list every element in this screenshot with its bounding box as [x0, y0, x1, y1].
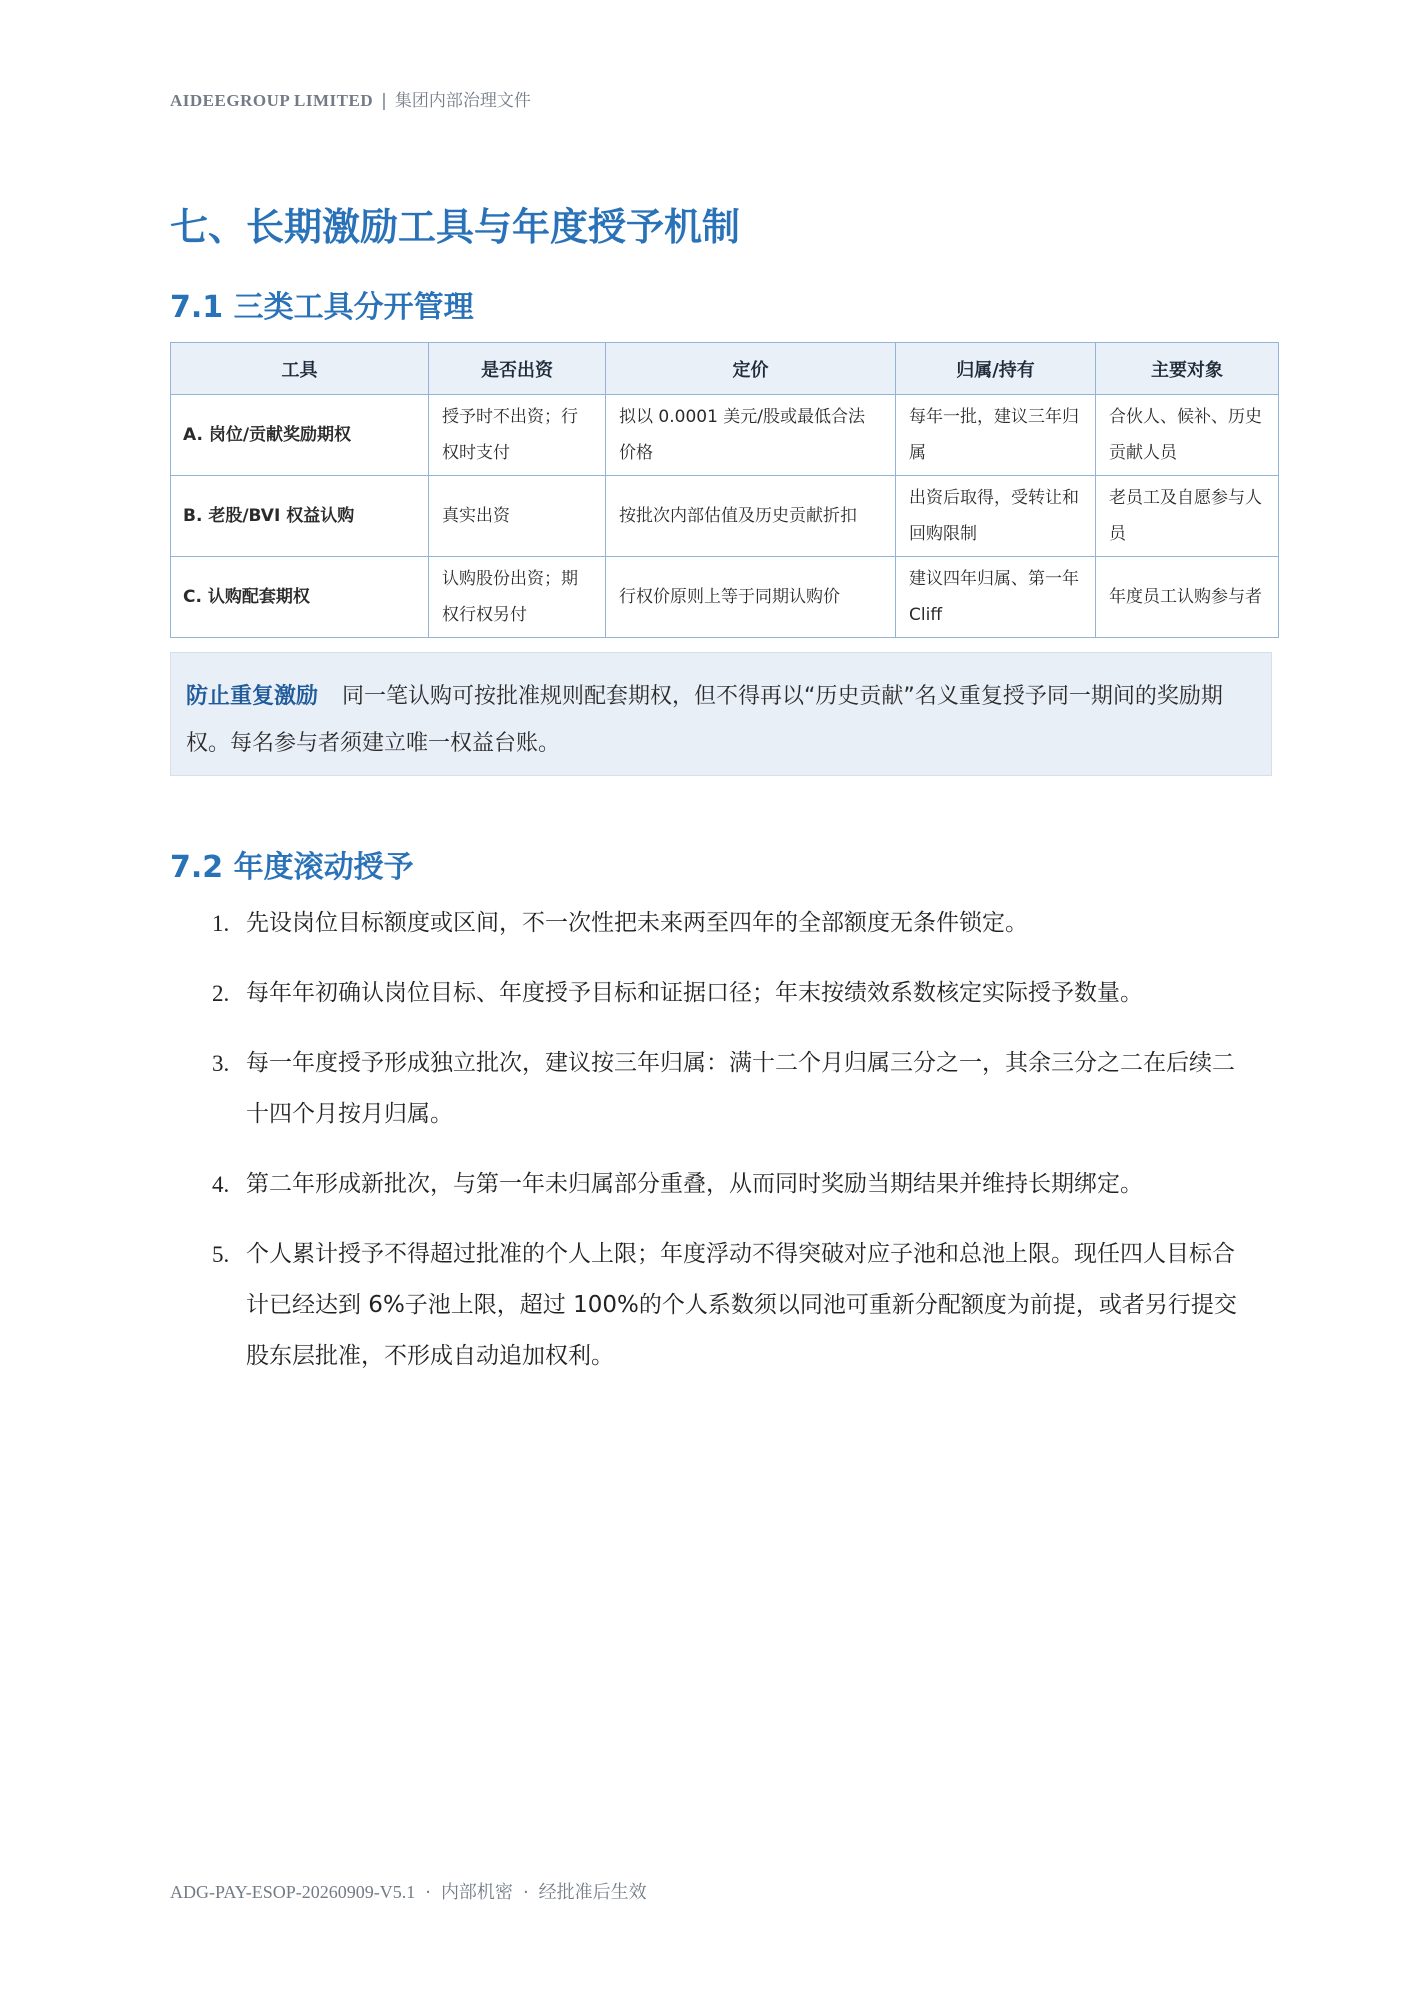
list-item-number: 5.	[212, 1242, 230, 1267]
column-header-pricing: 定价	[606, 343, 896, 395]
cell-pricing: 拟以 0.0001 美元/股或最低合法价格	[606, 395, 896, 476]
list-item-text: 第二年形成新批次，与第一年未归属部分重叠，从而同时奖励当期结果并维持长期绑定。	[246, 1171, 1143, 1197]
cell-pricing: 按批次内部估值及历史贡献折扣	[606, 476, 896, 557]
cell-tool: C. 认购配套期权	[171, 557, 429, 638]
list-item	[170, 1038, 1250, 1140]
cell-contribution: 授予时不出资；行权时支付	[429, 395, 606, 476]
company-name: AIDEEGROUP LIMITED	[170, 91, 374, 110]
effective-label: 经批准后生效	[538, 1882, 647, 1903]
cell-vesting: 每年一批，建议三年归属	[896, 395, 1096, 476]
list-item	[170, 1229, 1250, 1382]
tools-table	[170, 342, 1279, 638]
column-header-contribution: 是否出资	[429, 343, 606, 395]
cell-tool: B. 老股/BVI 权益认购	[171, 476, 429, 557]
table-row	[171, 476, 1279, 557]
page-header	[170, 86, 531, 111]
page-footer	[170, 1878, 647, 1904]
list-item-number: 4.	[212, 1172, 230, 1197]
document-code: ADG-PAY-ESOP-20260909-V5.1	[170, 1882, 416, 1902]
cell-tool: A. 岗位/贡献奖励期权	[171, 395, 429, 476]
subsection-title-rolling-grant: 7.2 年度滚动授予	[170, 850, 414, 885]
footer-dot: ·	[425, 1882, 431, 1903]
header-separator: |	[381, 91, 387, 111]
cell-target: 合伙人、候补、历史贡献人员	[1096, 395, 1279, 476]
list-item-text: 先设岗位目标额度或区间，不一次性把未来两至四年的全部额度无条件锁定。	[246, 910, 1028, 936]
list-item-number: 2.	[212, 981, 230, 1006]
duplicate-incentive-callout	[170, 652, 1272, 776]
callout-title: 防止重复激励	[186, 684, 319, 709]
cell-vesting: 建议四年归属、第一年 Cliff	[896, 557, 1096, 638]
cell-vesting: 出资后取得，受转让和回购限制	[896, 476, 1096, 557]
column-header-target: 主要对象	[1096, 343, 1279, 395]
list-item-text: 每一年度授予形成独立批次，建议按三年归属：满十二个月归属三分之一，其余三分之二在后续二十四个月按月归属。	[246, 1050, 1235, 1127]
document-type: 集团内部治理文件	[394, 91, 531, 111]
table-header-row	[171, 343, 1279, 395]
column-header-tool: 工具	[171, 343, 429, 395]
table-row	[171, 557, 1279, 638]
list-item-number: 3.	[212, 1051, 230, 1076]
list-item-text: 每年年初确认岗位目标、年度授予目标和证据口径；年末按绩效系数核定实际授予数量。	[246, 980, 1143, 1006]
list-item-number: 1.	[212, 911, 230, 936]
list-item	[170, 1159, 1250, 1210]
list-item	[170, 968, 1250, 1019]
cell-pricing: 行权价原则上等于同期认购价	[606, 557, 896, 638]
subsection-title-tools: 7.1 三类工具分开管理	[170, 290, 474, 325]
callout-text: 同一笔认购可按批准规则配套期权，但不得再以“历史贡献”名义重复授予同一期间的奖励期权。每名参与者须建立唯一权益台账。	[186, 684, 1223, 756]
cell-target: 年度员工认购参与者	[1096, 557, 1279, 638]
confidentiality-label: 内部机密	[440, 1882, 513, 1903]
footer-dot: ·	[522, 1882, 529, 1903]
cell-contribution: 认购股份出资；期权行权另付	[429, 557, 606, 638]
column-header-vesting: 归属/持有	[896, 343, 1096, 395]
section-title: 七、长期激励工具与年度授予机制	[170, 205, 741, 249]
cell-target: 老员工及自愿参与人员	[1096, 476, 1279, 557]
table-row	[171, 395, 1279, 476]
list-item	[170, 898, 1250, 949]
cell-contribution: 真实出资	[429, 476, 606, 557]
rolling-grant-list	[170, 898, 1250, 1401]
list-item-text: 个人累计授予不得超过批准的个人上限；年度浮动不得突破对应子池和总池上限。现任四人目标合计已经达到 6%子池上限，超过 100%的个人系数须以同池可重新分配额度为前提，或者另行提交股东层批准，不形成自动追加权利。	[246, 1241, 1237, 1369]
